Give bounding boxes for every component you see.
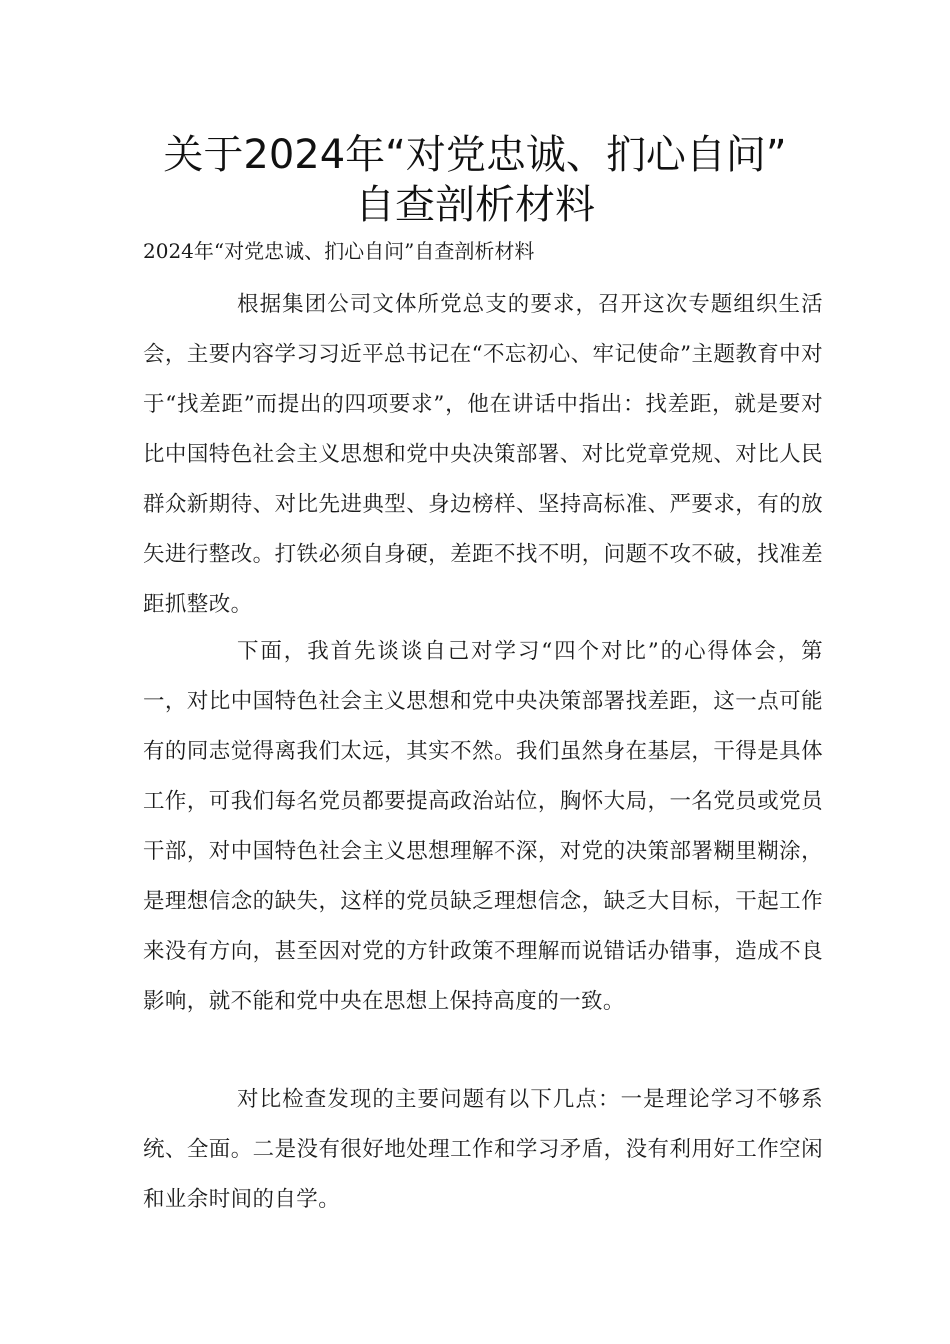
paragraph-1: 根据集团公司文体所党总支的要求，召开这次专题组织生活会，主要内容学习习近平总书记在“不忘初心、牢记使命”主题教育中对于“找差距”而提出的四项要求”，他在讲话中指出：找差距，就是要对比中国特色社会主义思想和党中央决策部署、对比党章党规、对比人民群众新期待、对比先进典型、身边榜样、坚持高标准、严要求，有的放矢进行整改。打铁必须自身硬，差距不找不明，问题不攻不破，找准差距抓整改。 [143,292,823,617]
document-title-line-2: 自查剖析材料 [355,182,595,228]
paragraph-3: 对比检查发现的主要问题有以下几点：一是理论学习不够系统、全面。二是没有很好地处理工作和学习矛盾，没有利用好工作空闲和业余时间的自学。 [143,1087,823,1212]
document-subtitle: 2024年“对党忠诚、扪心自问”自查剖析材料 [143,239,535,263]
document-title-line-1: 关于2024年“对党忠诚、扪心自问” [163,132,787,178]
paragraph-2: 下面，我首先谈谈自己对学习“四个对比”的心得体会，第一，对比中国特色社会主义思想和党中央决策部署找差距，这一点可能有的同志觉得离我们太远，其实不然。我们虽然身在基层，干得是具体工作，可我们每名党员都要提高政治站位，胸怀大局，一名党员或党员干部，对中国特色社会主义思想理解不深，对党的决策部署糊里糊涂，是理想信念的缺失，这样的党员缺乏理想信念，缺乏大目标，干起工作来没有方向，甚至因对党的方针政策不理解而说错话办错事，造成不良影响，就不能和党中央在思想上保持高度的一致。 [143,639,823,1014]
